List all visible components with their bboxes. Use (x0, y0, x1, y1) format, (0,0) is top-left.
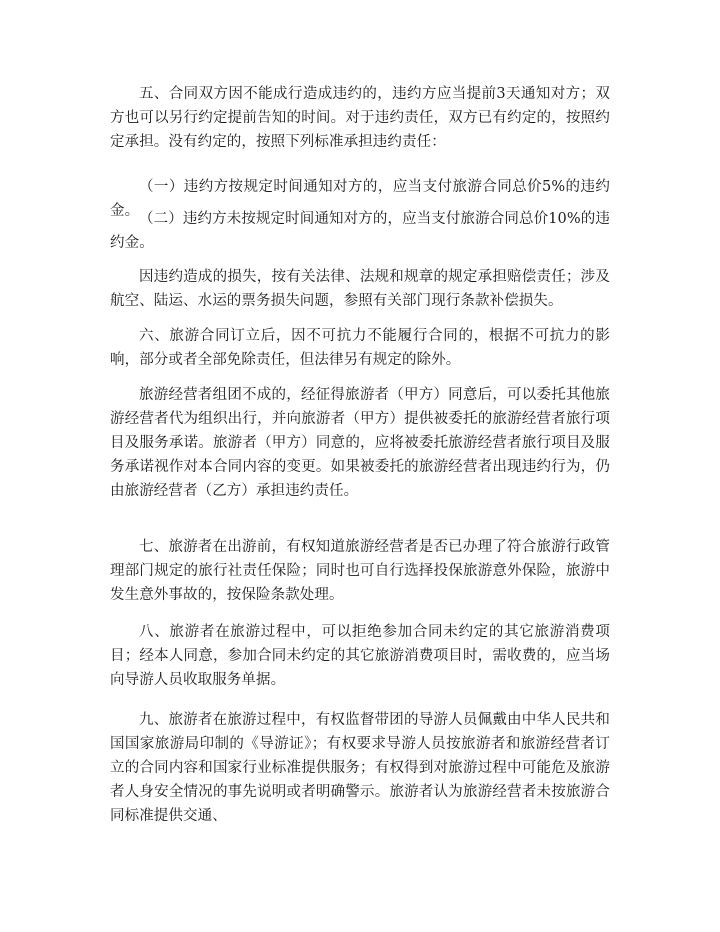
paragraph-8-extra-items: 八、旅游者在旅游过程中，可以拒绝参加合同未约定的其它旅游消费项目；经本人同意，参加合同未约定的其它旅游消费项目时，需收费的，应当场向导游人员收取服务单据。 (110, 624, 610, 688)
paragraph-7-insurance: 七、旅游者在出游前，有权知道旅游经营者是否已办理了符合旅游行政管理部门规定的旅行社责任保险；同时也可自行选择投保旅游意外保险，旅游中发生意外事故的，按保险条款处理。 (110, 539, 610, 603)
paragraph-9-supervision: 九、旅游者在旅游过程中，有权监督带团的导游人员佩戴由中华人民共和国国家旅游局印制的《导游证》；有权要求导游人员按旅游者和旅游经营者订立的合同内容和国家行业标准提供服务；有权得到对旅游过程中可能危及旅游者人身安全情况的事先说明或者明确警示。旅游者认为旅游经营者未按旅游合同标准提供交通、 (110, 712, 610, 824)
paragraph-6-force-majeure: 六、旅游合同订立后，因不可抗力不能履行合同的，根据不可抗力的影响，部分或者全部免除责任，但法律另有规定的除外。 (110, 328, 610, 368)
paragraph-group-delegation: 旅游经营者组团不成的，经征得旅游者（甲方）同意后，可以委托其他旅游经营者代为组织出行，并向旅游者（甲方）提供被委托的旅游经营者旅行项目及服务承诺。旅游者（甲方）同意的，应将被委托旅游经营者旅行项目及服务承诺视作对本合同内容的变更。如果被委托的旅游经营者出现违约行为，仍由旅游经营者（乙方）承担违约责任。 (110, 387, 610, 499)
paragraph-5-2-late-notice: （二）违约方未按规定时间通知对方的，应当支付旅游合同总价10%的违约金。 (110, 211, 610, 251)
paragraph-5-breach-notice: 五、合同双方因不能成行造成违约的，违约方应当提前3天通知对方；双方也可以另行约定提前告知的时间。对于违约责任，双方已有约定的，按照约定承担。没有约定的，按照下列标准承担违约责任： (110, 86, 610, 150)
paragraph-breach-losses: 因违约造成的损失，按有关法律、法规和规章的规定承担赔偿责任；涉及航空、陆运、水运的票务损失问题，参照有关部门现行条款补偿损失。 (110, 269, 610, 309)
paragraph-5-1-timely-notice: （一）违约方按规定时间通知对方的，应当支付旅游合同总价5%的违约金。 (110, 179, 610, 219)
